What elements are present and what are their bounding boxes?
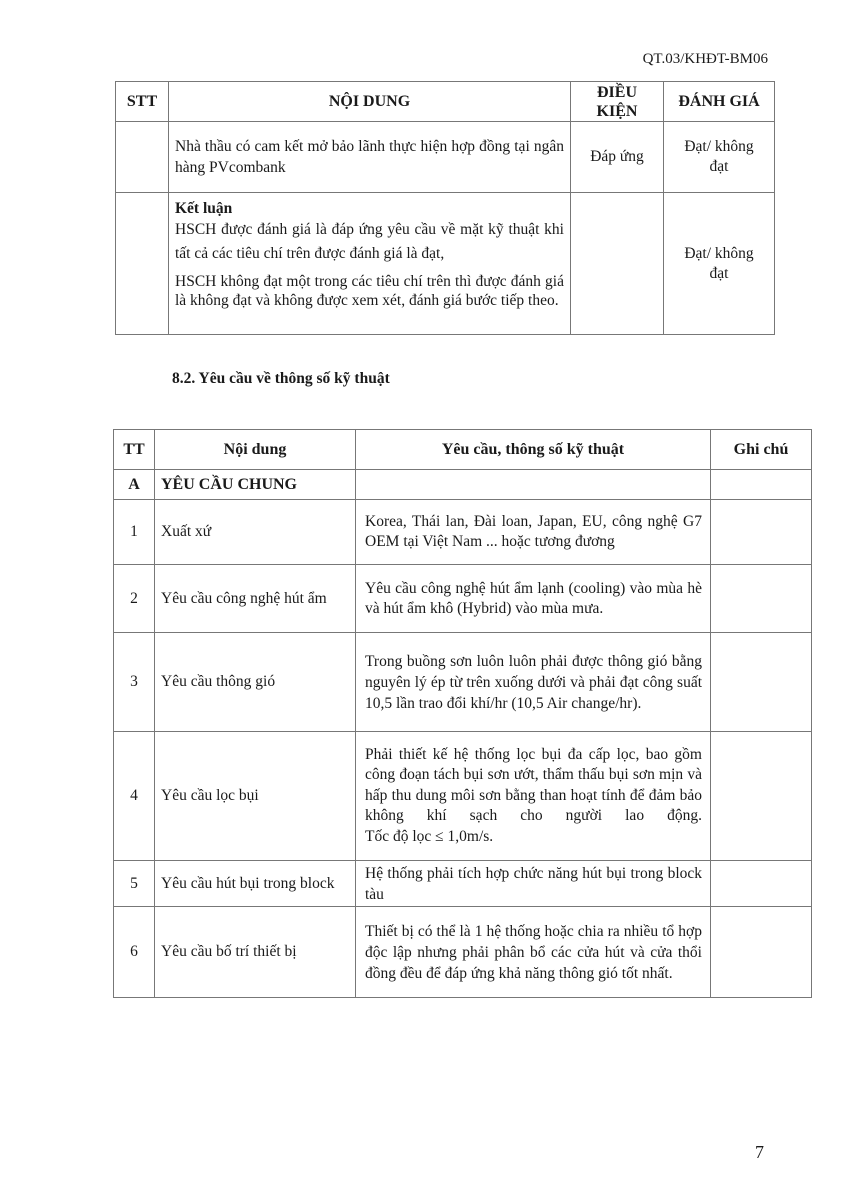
row-note	[711, 861, 812, 907]
group-note	[711, 470, 812, 500]
row-spec-filter-speed: Tốc độ lọc ≤ 1,0m/s.	[365, 827, 494, 845]
row-note	[711, 907, 812, 998]
row-tt: 6	[114, 907, 155, 998]
conclusion-paragraph-1: HSCH được đánh giá là đáp ứng yêu cầu về mặt kỹ thuật khi tất cả các tiêu chí trên được đánh giá là đạt,	[175, 221, 564, 262]
row-spec-cell	[356, 732, 711, 861]
section-title: 8.2. Yêu cầu về thông số kỹ thuật	[172, 370, 390, 387]
document-reference-code: QT.03/KHĐT-BM06	[642, 51, 768, 67]
row-tt: 2	[114, 565, 155, 633]
table-row	[114, 633, 812, 732]
row-evaluation: Đạt/ không đạt	[664, 122, 775, 193]
header-tt: TT	[114, 430, 155, 470]
row-spec: Hệ thống phải tích hợp chức năng hút bụi trong block tàu	[356, 861, 711, 907]
header-noi-dung: Nội dung	[155, 430, 356, 470]
row-content: Yêu cầu thông gió	[155, 633, 356, 732]
page-number: 7	[755, 1142, 764, 1162]
header-noi-dung: NỘI DUNG	[169, 82, 571, 122]
table-row	[116, 122, 775, 193]
row-spec: Thiết bị có thể là 1 hệ thống hoặc chia ra nhiều tổ hợp độc lập nhưng phải phân bổ các cửa hút và cửa thổi đồng đều để đáp ứng khả năng thông gió tốt nhất.	[356, 907, 711, 998]
spec-table-header	[114, 430, 812, 470]
group-tt: A	[114, 470, 155, 500]
group-spec	[356, 470, 711, 500]
row-content: Yêu cầu công nghệ hút ẩm	[155, 565, 356, 633]
row-spec: Korea, Thái lan, Đài loan, Japan, EU, công nghệ G7 OEM tại Việt Nam ... hoặc tương đương	[356, 500, 711, 565]
row-condition: Đáp ứng	[571, 122, 664, 193]
row-content: Yêu cầu bố trí thiết bị	[155, 907, 356, 998]
row-stt	[116, 122, 169, 193]
row-note	[711, 500, 812, 565]
row-tt: 3	[114, 633, 155, 732]
row-note	[711, 732, 812, 861]
table-row	[114, 565, 812, 633]
conclusion-cell	[169, 193, 571, 335]
table-row	[114, 907, 812, 998]
row-content: Xuất xứ	[155, 500, 356, 565]
row-spec: Trong buồng sơn luôn luôn phải được thông gió bằng nguyên lý ép từ trên xuống dưới và phải đạt công suất 10,5 lần trao đổi khí/hr (10,5 Air change/hr).	[356, 633, 711, 732]
evaluation-table-header	[116, 82, 775, 122]
header-ghi-chu: Ghi chú	[711, 430, 812, 470]
table-row	[114, 732, 812, 861]
row-note	[711, 565, 812, 633]
conclusion-paragraph-2: HSCH không đạt một trong các tiêu chí trên thì được đánh giá là không đạt và không được xem xét, đánh giá bước tiếp theo.	[175, 273, 564, 309]
row-condition	[571, 193, 664, 335]
header-yeu-cau: Yêu cầu, thông số kỹ thuật	[356, 430, 711, 470]
row-note	[711, 633, 812, 732]
row-tt: 1	[114, 500, 155, 565]
row-stt	[116, 193, 169, 335]
row-tt: 5	[114, 861, 155, 907]
group-row	[114, 470, 812, 500]
header-dieu-kien-text: ĐIỀU KIỆN	[596, 83, 638, 120]
header-stt: STT	[116, 82, 169, 122]
evaluation-table	[115, 81, 775, 335]
row-spec: Phải thiết kế hệ thống lọc bụi đa cấp lọc, bao gồm công đoạn tách bụi sơn ướt, thẩm thấu bụi sơn mịn và hấp thu dung môi sơn bằng than hoạt tính để đảm bảo không khí sạch cho người lao động.	[365, 745, 702, 825]
row-content: Nhà thầu có cam kết mở bảo lãnh thực hiện hợp đồng tại ngân hàng PVcombank	[169, 122, 571, 193]
table-row	[114, 861, 812, 907]
row-tt: 4	[114, 732, 155, 861]
row-spec: Yêu cầu công nghệ hút ẩm lạnh (cooling) vào mùa hè và hút ẩm khô (Hybrid) vào mùa mưa.	[356, 565, 711, 633]
row-evaluation: Đạt/ không đạt	[664, 193, 775, 335]
header-dieu-kien	[571, 82, 664, 122]
technical-spec-table	[113, 429, 812, 998]
table-row-conclusion	[116, 193, 775, 335]
header-danh-gia: ĐÁNH GIÁ	[664, 82, 775, 122]
group-label: YÊU CẦU CHUNG	[155, 470, 356, 500]
table-row	[114, 500, 812, 565]
row-content: Yêu cầu hút bụi trong block	[155, 861, 356, 907]
conclusion-title: Kết luận	[175, 200, 233, 217]
row-content: Yêu cầu lọc bụi	[155, 732, 356, 861]
